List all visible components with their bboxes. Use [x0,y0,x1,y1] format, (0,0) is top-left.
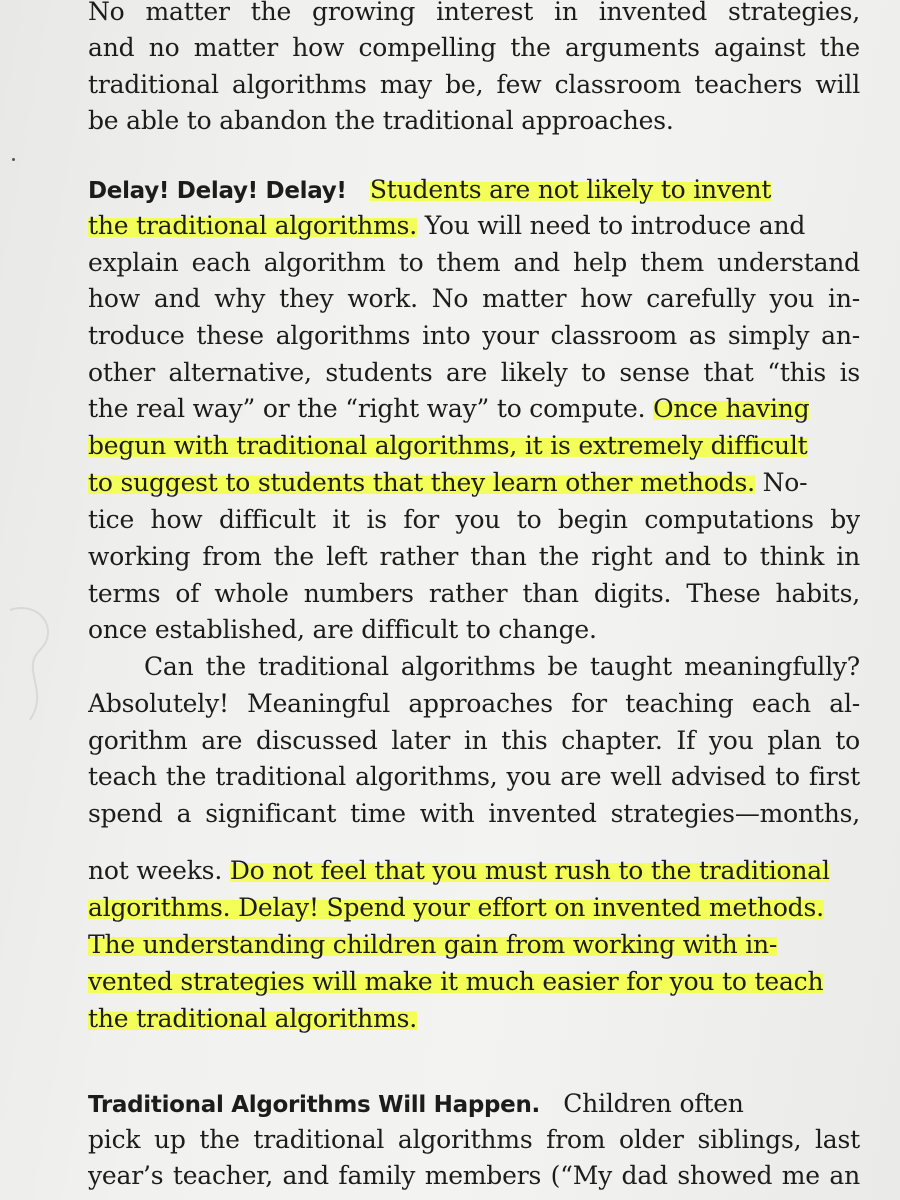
text-line [88,964,860,1000]
section-heading-traditional: Traditional Algorithms Will Happen. [88,1092,540,1118]
highlighted-text: begun with traditional algorithms, it is extremely difficult [88,431,808,460]
text-line: terms of whole numbers rather than digits. These habits, [88,579,860,608]
text-line: Traditional Algorithms Will Happen. Children often [88,1089,744,1118]
text-line [88,890,860,926]
text-line: not weeks. Do not feel that you must rush to the traditional [88,856,830,885]
highlighted-text: algorithms. Delay! Spend your effort on invented methods. [88,893,824,922]
text-line [88,172,860,209]
text-line: tice how difficult it is for you to begin computations by [88,505,860,534]
text-line: be able to abandon the traditional approaches. [88,106,674,135]
text-line: troduce these algorithms into your classroom as simply an- [88,321,860,350]
text-line: the real way” or the “right way” to compute. Once having [88,394,810,423]
text-line: once established, are difficult to change. [88,615,597,644]
text-line: to suggest to students that they learn other methods. No- [88,468,808,497]
text-line: pick up the traditional algorithms from older siblings, last [88,1125,860,1154]
highlighted-text: the traditional algorithms. [88,1004,417,1033]
text-line: explain each algorithm to them and help them understand [88,248,860,277]
text-line [88,1001,860,1037]
page-speck [12,158,15,161]
text-line: spend a significant time with invented strategies—months, [88,799,860,828]
text-line: teach the traditional algorithms, you are well advised to first [88,762,860,791]
highlighted-text: the traditional algorithms. [88,211,417,240]
text-line: traditional algorithms may be, few classroom teachers will [88,70,860,99]
text-line [88,927,860,963]
highlighted-text: Do not feel that you must rush to the traditional [229,856,830,885]
text-line: other alternative, students are likely to sense that “this is [88,358,860,387]
highlighted-text: Students are not likely to invent [369,175,772,204]
text-line [88,428,860,464]
highlighted-text: Once having [653,394,810,423]
highlighted-text: vented strategies will make it much easier for you to teach [88,967,824,996]
text-line: how and why they work. No matter how carefully you in- [88,284,860,313]
text-line: Absolutely! Meaningful approaches for teaching each al- [88,689,860,718]
pencil-mark [0,590,70,750]
highlighted-text: to suggest to students that they learn other methods. [88,468,755,497]
text-line: Can the traditional algorithms be taught meaningfully? [144,652,860,681]
highlighted-text: The understanding children gain from working with in- [88,930,778,959]
text-line: gorithm are discussed later in this chapter. If you plan to [88,726,860,755]
text-line: working from the left rather than the right and to think in [88,542,860,571]
text-line: and no matter how compelling the arguments against the [88,33,860,62]
text-line: the traditional algorithms. You will need to introduce and [88,211,806,240]
text-line: No matter the growing interest in invented strategies, [88,0,860,26]
section-heading-delay: Delay! Delay! Delay! [88,178,347,204]
text-line: year’s teacher, and family members (“My dad showed me an [88,1161,860,1190]
